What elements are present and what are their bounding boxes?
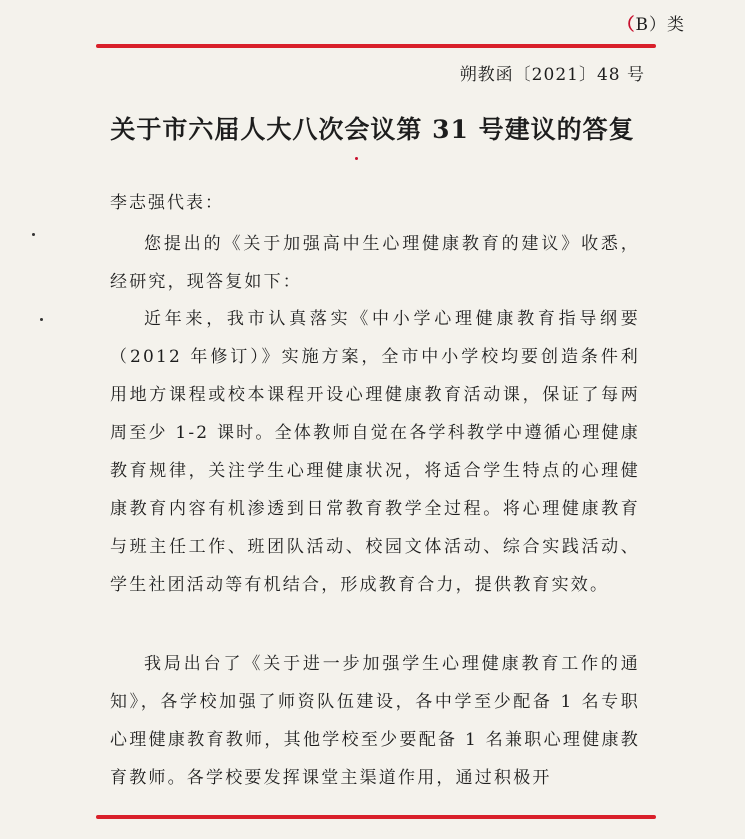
- paragraph-3: 我局出台了《关于进一步加强学生心理健康教育工作的通知》，各学校加强了师资队伍建设，各中学至少配备 1 名专职心理健康教育教师，其他学校至少要配备 1 名兼职心理健康教育教师。各学校要发挥课堂主渠道作用，通过积极开: [110, 654, 640, 788]
- header-red-rule: [96, 44, 656, 48]
- ink-speck: [32, 233, 35, 236]
- document-number: 朔教函〔2021〕48 号: [459, 65, 645, 85]
- ink-speck: [355, 157, 358, 160]
- paragraph-1: 您提出的《关于加强高中生心理健康教育的建议》收悉，经研究，现答复如下：: [110, 234, 640, 292]
- document-category: [618, 10, 686, 35]
- salutation: 李志强代表：: [110, 193, 224, 213]
- category-label: B）类: [635, 15, 685, 35]
- paragraph-2: 近年来，我市认真落实《中小学心理健康教育指导纲要（2012 年修订）》实施方案，全市中小学校均要创造条件利用地方课程或校本课程开设心理健康教育活动课，保证了每两周至少 1-2 课时。全体教师自觉在各学科教学中遵循心理健康教育规律，关注学生心理健康状况，将适合学生特点的心理健康教育内容有机渗透到日常教育教学全过程。将心理健康教育与班主任工作、班团队活动、校园文体活动、综合实践活动、学生社团活动等有机结合，形成教育合力，提供教育实效。: [110, 309, 640, 595]
- document-title: 关于市六届人大八次会议第 31 号建议的答复: [110, 115, 635, 144]
- category-mark: （: [617, 15, 636, 35]
- footer-red-rule: [96, 815, 656, 819]
- ink-speck: [40, 318, 43, 321]
